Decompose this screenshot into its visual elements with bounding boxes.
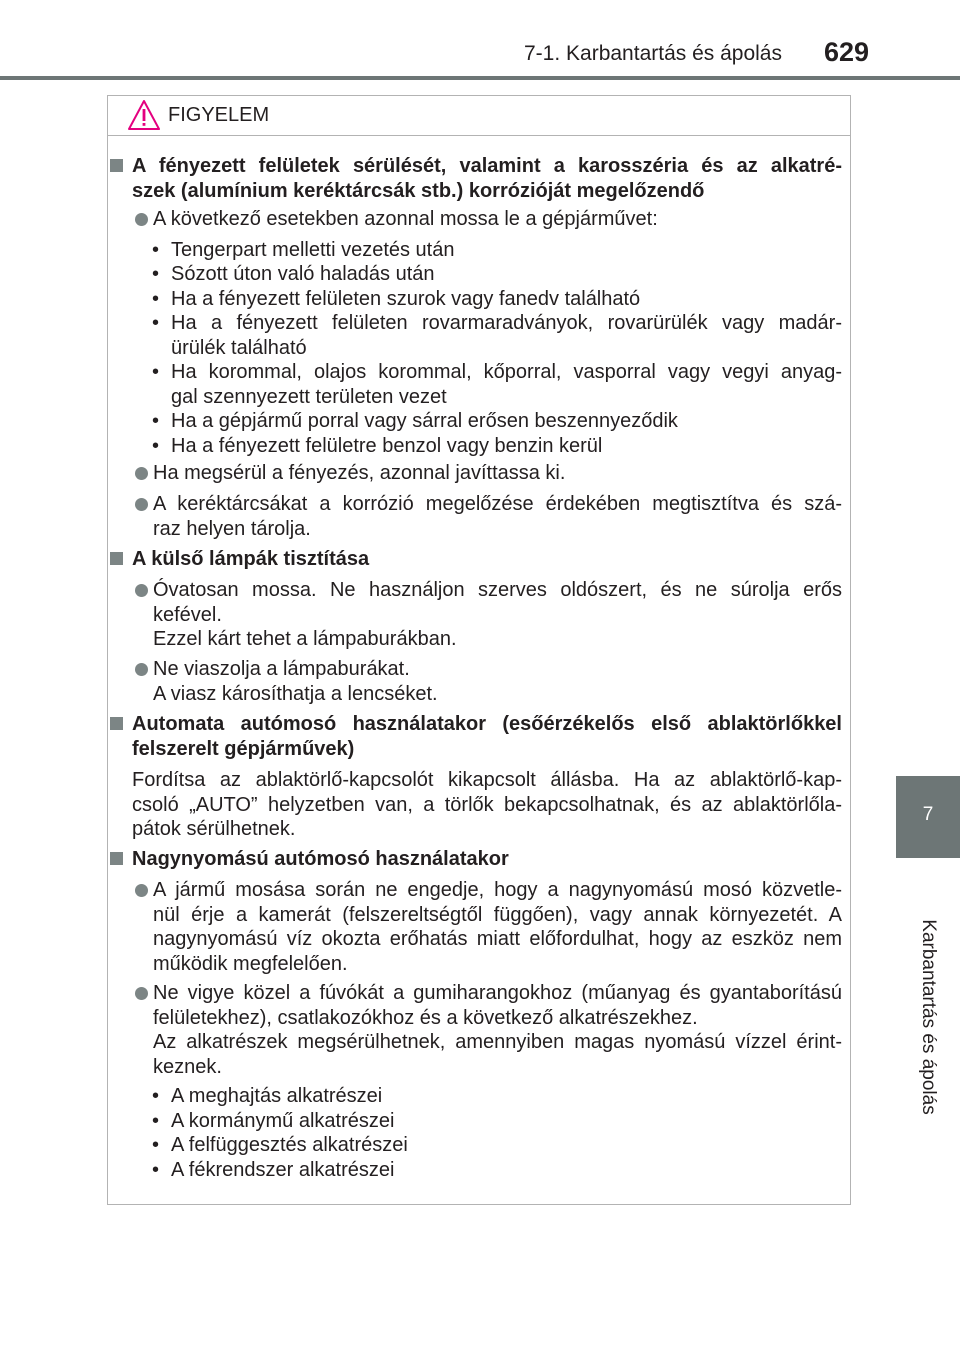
section-heading: Nagynyomású autómosó használatakor	[132, 848, 509, 870]
bullet-point-icon: •	[152, 361, 160, 383]
bullet-dot-icon	[135, 213, 148, 226]
section-bullet-icon	[110, 852, 123, 865]
bullet-point-icon: •	[152, 435, 160, 457]
list-item-text: A jármű mosása során ne engedje, hogy a nagynyomású mosó közvetle- nül érje a kamerát (felszereltségtől függően), vagy annak környezetét. A nagynyomású víz okozta erőhatás miatt előfordulhat, hogy az eszköz nem működik megfelelően.	[153, 879, 842, 975]
section-heading: A külső lámpák tisztítása	[132, 548, 370, 570]
list-item-text: Óvatosan mossa. Ne használjon szerves oldószert, és ne súrolja erős kefével. Ezzel kárt tehet a lámpaburákban.	[153, 579, 842, 650]
bullet-dot-icon	[135, 663, 148, 676]
section-bullet-icon	[110, 159, 123, 172]
bullet-point-icon: •	[152, 312, 160, 334]
bullet-point-icon: •	[152, 410, 160, 432]
chapter-number: 7	[922, 804, 934, 825]
bullet-dot-icon	[135, 498, 148, 511]
section-title: 7-1. Karbantartás és ápolás	[524, 42, 782, 65]
sub-list-item-text: Tengerpart melletti vezetés után	[171, 239, 455, 261]
sub-list-item-text: A meghajtás alkatrészei	[171, 1085, 383, 1107]
bullet-point-icon: •	[152, 1159, 160, 1181]
bullet-point-icon: •	[152, 1085, 160, 1107]
section-bullet-icon	[110, 552, 123, 565]
sub-list-item-text: Ha a fényezett felületen rovarmaradványok, rovarürülék vagy madár- ürülék található	[171, 312, 842, 359]
sub-list-item-text: Ha korommal, olajos korommal, kőporral, vasporral vagy vegyi anyag- gal szennyezett területen vezet	[171, 361, 842, 408]
list-item-text: Ne vigye közel a fúvókát a gumiharangokhoz (műanyag és gyantaborítású felületekhez), csatlakozókhoz és a következő alkatrészekhez. Az alkatrészek megsérülhetnek, amennyiben magas nyomású vízzel érint- keznek.	[153, 982, 842, 1078]
bullet-point-icon: •	[152, 1134, 160, 1156]
section-heading: A fényezett felületek sérülését, valamint a karosszéria és az alkatré- szek (alumínium keréktárcsák stb.) korrózióját megelőzendő	[132, 155, 842, 202]
page-number: 629	[824, 37, 870, 67]
list-item-text: A keréktárcsákat a korrózió megelőzése érdekében megtisztítva és szá- raz helyen tárolja.	[153, 493, 842, 540]
sub-list-item-text: A fékrendszer alkatrészei	[171, 1159, 395, 1181]
sub-list-item-text: Sózott úton való haladás után	[171, 263, 435, 285]
sub-list-item-text: A felfüggesztés alkatrészei	[171, 1134, 408, 1156]
warning-title: FIGYELEM	[168, 104, 270, 126]
section-heading: Automata autómosó használatakor (esőérzékelős első ablaktörlőkkel felszerelt gépjárművek)	[132, 713, 842, 760]
bullet-dot-icon	[135, 987, 148, 1000]
section-body: Fordítsa az ablaktörlő-kapcsolót kikapcsolt állásba. Ha az ablaktörlő-kap- csoló „AUTO” helyzetben van, a törlők bekapcsolhatnak, és az ablaktörlőla- pátok sérülhetnek.	[132, 769, 842, 840]
sub-list-item-text: Ha a gépjármű porral vagy sárral erősen beszennyeződik	[171, 410, 678, 432]
section-bullet-icon	[110, 717, 123, 730]
list-item-text: Ne viaszolja a lámpaburákat. A viasz károsíthatja a lencséket.	[153, 658, 438, 705]
list-item-text: A következő esetekben azonnal mossa le a gépjárművet:	[153, 208, 658, 230]
sub-list-item-text: A kormánymű alkatrészei	[171, 1110, 395, 1132]
list-item-text: Ha megsérül a fényezés, azonnal javíttassa ki.	[153, 462, 566, 484]
bullet-point-icon: •	[152, 263, 160, 285]
bullet-point-icon: •	[152, 288, 160, 310]
sub-list-item-text: Ha a fényezett felületre benzol vagy benzin kerül	[171, 435, 603, 457]
bullet-point-icon: •	[152, 1110, 160, 1132]
chapter-label: Karbantartás és ápolás	[918, 919, 939, 1115]
bullet-dot-icon	[135, 467, 148, 480]
bullet-point-icon: •	[152, 239, 160, 261]
bullet-dot-icon	[135, 884, 148, 897]
sub-list-item-text: Ha a fényezett felületen szurok vagy fanedv található	[171, 288, 641, 310]
bullet-dot-icon	[135, 584, 148, 597]
